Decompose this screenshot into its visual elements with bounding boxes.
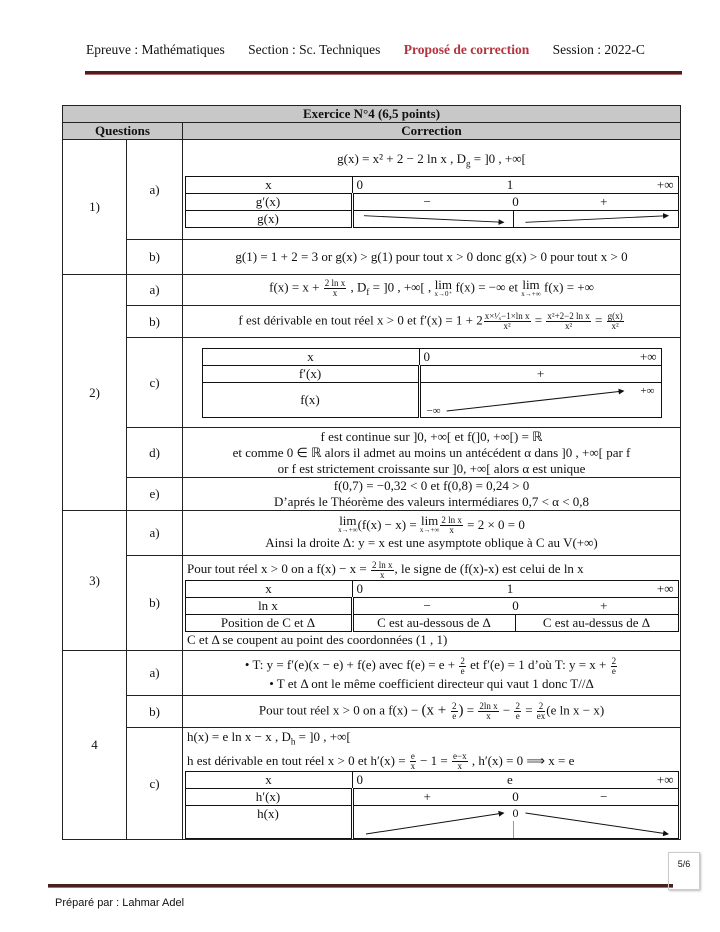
variation-table-f xyxy=(202,348,662,418)
lim-under: x→0⁺ xyxy=(434,290,453,299)
q2-label: 2) xyxy=(63,275,127,511)
variation-arrow xyxy=(421,383,661,417)
text: , h′(x) = 0 ⟹ x = e xyxy=(468,752,575,768)
variation-arrows xyxy=(354,211,678,227)
vt-deriv-label: h′(x) xyxy=(185,789,352,806)
variation-table-h xyxy=(185,771,679,839)
vt-func-label: g(x) xyxy=(185,210,352,227)
limit xyxy=(338,512,358,534)
fraction xyxy=(537,702,546,721)
vt-xe: e xyxy=(507,772,513,788)
q2b-content xyxy=(183,306,681,338)
den: x² xyxy=(503,321,511,331)
line: or f est strictement croissante sur ]0, +∞[ alors α est unique xyxy=(277,460,586,476)
g-domain: = ]0 , +∞[ xyxy=(470,151,526,167)
position-label: Position de C et Δ xyxy=(185,615,352,632)
sign: − xyxy=(423,598,431,613)
text: h est dérivable en tout réel x > 0 et h′(x) = xyxy=(187,752,409,768)
num: 2 ln x xyxy=(372,559,393,570)
page-header xyxy=(86,42,686,58)
text: (e ln x − x) xyxy=(546,702,605,718)
line: • T et Δ ont le même coefficient directeur qui vaut 1 donc T//Δ xyxy=(269,676,594,691)
sign: + xyxy=(419,365,661,382)
den: e xyxy=(515,711,520,721)
den: e xyxy=(452,711,457,721)
line: et comme 0 ∈ ℝ alors il admet au moins un antécédent α dans ]0 , +∞[ par f xyxy=(232,444,631,460)
text: (x + xyxy=(421,702,450,719)
den: e xyxy=(460,665,465,676)
fraction xyxy=(410,752,416,771)
q2d-content xyxy=(183,428,681,478)
vt-sign-label: ln x xyxy=(185,598,352,615)
subject: Epreuve : Mathématiques xyxy=(86,42,225,57)
line: f est continue sur ]0, +∞[ et f(]0, +∞[) = ℝ xyxy=(320,428,543,444)
text: = xyxy=(521,702,536,718)
vt-x-label: x xyxy=(185,772,352,789)
q1a-label: a) xyxy=(127,140,183,240)
q2d-label: d) xyxy=(127,428,183,478)
fraction xyxy=(546,312,590,331)
q1a-content xyxy=(183,140,681,240)
q2e-label: e) xyxy=(127,478,183,511)
position-above: C est au-dessus de Δ xyxy=(515,615,678,632)
text: et f′(e) = 1 d’où T: y = x + xyxy=(466,657,610,672)
col-questions: Questions xyxy=(63,123,183,140)
text: f(x) = +∞ xyxy=(540,279,594,295)
vt-func-label: h(x) xyxy=(185,806,352,839)
variation-table-g xyxy=(185,176,679,228)
exercise-title: Exercice N°4 (6,5 points) xyxy=(63,106,681,123)
q1b-content: g(1) = 1 + 2 = 3 or g(x) > g(1) pour tout x > 0 donc g(x) > 0 pour tout x > 0 xyxy=(183,240,681,275)
zero: 0 xyxy=(512,193,519,209)
zero: 0 xyxy=(512,789,519,805)
lim: lim xyxy=(522,277,540,293)
line: Ainsi la droite Δ: y = x est une asymptote oblique à C au V(+∞) xyxy=(265,535,598,551)
doc-title: Proposé de correction xyxy=(403,42,530,57)
line: f(0,7) = −0,32 < 0 et f(0,8) = 0,24 > 0 xyxy=(333,478,530,493)
header-divider xyxy=(85,71,682,75)
den: x² xyxy=(564,321,573,331)
num: 2 xyxy=(538,701,544,711)
vt-deriv-label: g′(x) xyxy=(185,193,352,210)
fraction xyxy=(611,657,618,676)
page-number: 5/6 xyxy=(668,852,700,890)
fraction xyxy=(459,657,466,676)
vt-x0: 0 xyxy=(356,581,363,596)
q4b-label: b) xyxy=(127,696,183,728)
num: 2 ln x xyxy=(324,278,346,289)
vt-x0: 0 xyxy=(356,176,363,192)
vt-x1: 1 xyxy=(506,581,514,596)
fraction xyxy=(452,752,468,771)
section: Section : Sc. Techniques xyxy=(248,42,381,57)
num: g(x) xyxy=(607,311,623,321)
q2e-content xyxy=(183,478,681,511)
vt-x-label: x xyxy=(185,581,352,598)
h-max: 0 xyxy=(512,806,519,821)
vt-xinf: +∞ xyxy=(656,772,674,788)
vt-x0: 0 xyxy=(356,772,363,788)
limit xyxy=(419,512,440,534)
sign: + xyxy=(600,598,608,613)
fraction xyxy=(607,312,624,331)
text: = xyxy=(591,312,606,328)
position-table xyxy=(185,580,679,632)
q3b-content xyxy=(183,556,681,651)
vt-xinf: +∞ xyxy=(639,348,657,364)
den: x² xyxy=(611,321,619,331)
lim: lim xyxy=(420,512,439,528)
den: x xyxy=(380,569,385,580)
text: = xyxy=(531,312,546,328)
q2c-label: c) xyxy=(127,338,183,428)
num: 2ln x xyxy=(479,701,498,711)
fraction xyxy=(478,702,498,721)
text: = xyxy=(463,702,478,718)
num: e−x xyxy=(453,751,467,762)
fraction xyxy=(371,561,394,580)
limit xyxy=(521,279,540,298)
line: D’aprés le Théorème des valeurs intermédiares 0,7 < α < 0,8 xyxy=(273,494,590,509)
sign: + xyxy=(423,789,431,805)
text: − xyxy=(499,702,514,718)
fraction xyxy=(451,702,458,721)
lim-under: x→+∞ xyxy=(521,290,541,299)
num: 2 xyxy=(515,701,520,711)
text: h(x) = e ln x − x , D xyxy=(187,729,291,744)
q4c-content xyxy=(183,728,681,840)
den: x xyxy=(457,761,463,772)
lim-under: x→+∞ xyxy=(419,525,440,534)
num: 2 xyxy=(460,655,465,666)
zero: 0 xyxy=(512,598,519,613)
exercise-table xyxy=(62,105,681,840)
sign: − xyxy=(423,193,431,209)
den: x xyxy=(486,711,491,721)
q4a-label: a) xyxy=(127,651,183,696)
text: f(x) = −∞ et xyxy=(452,279,522,295)
q1b-label: b) xyxy=(127,240,183,275)
vt-xinf: +∞ xyxy=(656,581,674,596)
den: x xyxy=(410,761,416,772)
q2a-label: a) xyxy=(127,275,183,306)
den: e xyxy=(611,665,616,676)
text: , D xyxy=(347,279,367,295)
sub: f xyxy=(366,287,370,298)
q4a-content xyxy=(183,651,681,696)
num: e xyxy=(410,751,415,762)
fraction xyxy=(324,279,347,298)
num: 2 xyxy=(611,655,617,666)
fraction xyxy=(514,702,521,721)
vt-x-label: x xyxy=(202,348,419,365)
q3-label: 3) xyxy=(63,511,127,651)
fraction xyxy=(484,312,531,331)
q3a-content xyxy=(183,511,681,556)
text: , le signe de (f(x)-x) est celui de ln x xyxy=(394,561,584,576)
q2a-content xyxy=(183,275,681,306)
fraction xyxy=(440,516,463,535)
text: = 2 × 0 = 0 xyxy=(463,516,525,532)
footer-divider xyxy=(48,884,673,888)
text: • T: y = f′(e)(x − e) + f(e) avec f(e) = e + xyxy=(244,657,459,672)
q3a-label: a) xyxy=(127,511,183,556)
col-correction: Correction xyxy=(183,123,681,140)
session: Session : 2022-C xyxy=(552,42,645,57)
vt-x0: 0 xyxy=(423,348,430,364)
lim: lim xyxy=(339,512,357,528)
q4b-content xyxy=(183,696,681,728)
g-sub: g xyxy=(465,158,471,169)
q2b-label: b) xyxy=(127,306,183,338)
q3b-label: b) xyxy=(127,556,183,651)
author: Préparé par : Lahmar Adel xyxy=(55,897,185,909)
f-end: +∞ xyxy=(640,384,655,397)
q4-label: 4 xyxy=(63,651,127,840)
den: x xyxy=(332,288,338,299)
sign: − xyxy=(600,789,608,805)
intersection-note: C et Δ se coupent au point des coordonnées (1 , 1) xyxy=(187,632,448,647)
vt-x1: 1 xyxy=(506,176,514,192)
num: 2 xyxy=(452,701,457,711)
text: Pour tout réel x > 0 on a f(x) − xyxy=(258,702,422,718)
q2c-content xyxy=(183,338,681,428)
sub: h xyxy=(290,736,296,747)
den: ex xyxy=(536,711,546,721)
text: Pour tout réel x > 0 on a f(x) − x = xyxy=(187,561,371,576)
lim: lim xyxy=(434,277,453,293)
num: 2 ln x xyxy=(441,515,462,526)
num: x²+2−2 ln x xyxy=(547,311,590,321)
lim-under: x→+∞ xyxy=(338,525,358,534)
g-def: g(x) = x² + 2 − 2 ln x , D xyxy=(337,151,466,167)
q1-label: 1) xyxy=(63,140,127,275)
vt-xinf: +∞ xyxy=(656,176,674,192)
text: = ]0 , +∞[ , xyxy=(369,279,435,295)
position-below: C est au-dessous de Δ xyxy=(352,615,515,632)
sign: + xyxy=(600,193,608,209)
limit xyxy=(435,279,453,298)
f-start: −∞ xyxy=(426,404,441,417)
text: f est dérivable en tout réel x > 0 et f′(x) = 1 + 2 xyxy=(238,312,483,328)
vt-func-label: f(x) xyxy=(202,382,419,417)
num: x×¹⁄ₓ−1×ln x xyxy=(484,311,530,321)
text: f(x) = x + xyxy=(269,279,323,295)
text: − 1 = xyxy=(416,752,451,768)
text: (f(x) − x) = xyxy=(357,516,420,532)
q4c-label: c) xyxy=(127,728,183,840)
text: ) xyxy=(458,702,464,719)
vt-deriv-label: f′(x) xyxy=(202,365,419,382)
vt-x-label: x xyxy=(185,176,352,193)
den: x xyxy=(449,525,454,536)
text: = ]0 , +∞[ xyxy=(295,729,351,744)
